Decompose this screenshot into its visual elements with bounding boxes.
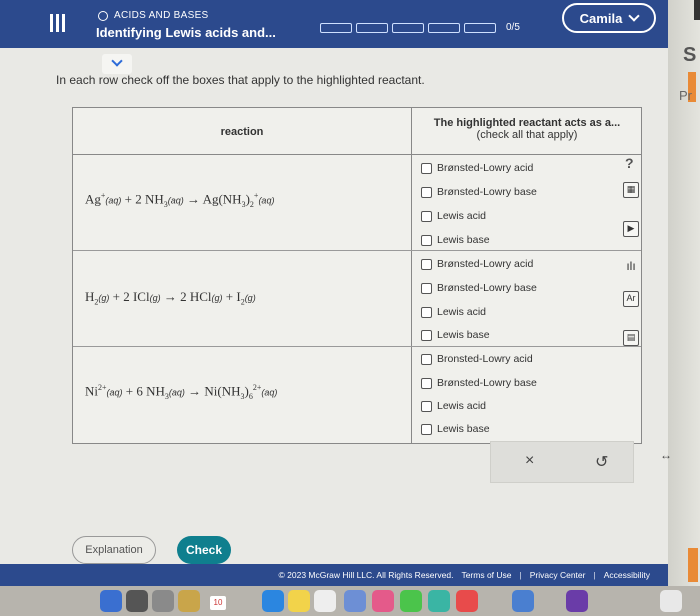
background-text-pr: Pr bbox=[679, 88, 692, 103]
undo-button[interactable]: ↺ bbox=[595, 454, 609, 471]
option-checkbox[interactable] bbox=[421, 306, 486, 318]
breadcrumb bbox=[98, 10, 209, 21]
checkbox[interactable] bbox=[421, 163, 432, 174]
progress-segment bbox=[320, 23, 352, 33]
option-label: Lewis acid bbox=[437, 306, 487, 318]
reaction-equation-2: $H_2(g) + 2$ ICl(g) → 2 $HCl(g) + I_2(g)$ bbox=[85, 289, 256, 307]
chevron-down-icon bbox=[629, 10, 640, 21]
edit-icon[interactable] bbox=[262, 590, 284, 612]
option-checkbox[interactable] bbox=[421, 186, 537, 198]
option-checkbox[interactable] bbox=[421, 282, 537, 294]
launchpad-icon[interactable] bbox=[126, 590, 148, 612]
background-text-s: S bbox=[683, 44, 697, 66]
topic-circle-icon bbox=[98, 11, 108, 21]
user-name: Camila bbox=[579, 10, 623, 26]
copyright-text: © 2023 McGraw Hill LLC. All Rights Reserved. bbox=[278, 570, 454, 580]
menu-icon[interactable] bbox=[50, 14, 66, 32]
option-label: Lewis acid bbox=[437, 210, 487, 222]
option-label: Lewis acid bbox=[437, 400, 487, 412]
checkbox[interactable] bbox=[421, 283, 432, 294]
option-checkbox[interactable] bbox=[421, 234, 490, 246]
photos-icon[interactable] bbox=[372, 590, 394, 612]
row-divider bbox=[73, 346, 641, 347]
window-edge bbox=[694, 0, 700, 20]
footer-separator: | bbox=[593, 570, 596, 580]
accessibility-link[interactable]: Accessibility bbox=[603, 570, 650, 580]
checkbox[interactable] bbox=[421, 187, 432, 198]
option-checkbox[interactable] bbox=[421, 162, 533, 174]
option-checkbox[interactable] bbox=[421, 258, 533, 270]
page-title: Identifying Lewis acids and... bbox=[96, 25, 276, 40]
checkbox[interactable] bbox=[421, 259, 432, 270]
header-divider bbox=[73, 154, 641, 155]
periodic-table-icon[interactable]: ▦ bbox=[623, 182, 639, 198]
finder-icon[interactable] bbox=[100, 590, 122, 612]
collapse-toggle-button[interactable] bbox=[102, 54, 132, 74]
background-window-strip bbox=[665, 0, 700, 616]
question-content bbox=[0, 48, 672, 564]
checkbox[interactable] bbox=[421, 424, 432, 435]
data-chart-icon[interactable]: ılı bbox=[626, 259, 636, 273]
top-header bbox=[0, 0, 668, 48]
option-label: Brønsted-Lowry base bbox=[437, 186, 537, 198]
option-label: Lewis base bbox=[437, 234, 490, 246]
resize-handle-icon[interactable]: ↔ bbox=[660, 448, 672, 462]
clear-answer-button[interactable]: × bbox=[525, 452, 535, 469]
progress-segment bbox=[356, 23, 388, 33]
column-divider bbox=[411, 108, 412, 443]
option-label: Brønsted-Lowry base bbox=[437, 282, 537, 294]
progress-segment bbox=[464, 23, 496, 33]
column-header-acts-as bbox=[411, 117, 643, 141]
progress-segment bbox=[428, 23, 460, 33]
column-header-acts-as-note: (check all that apply) bbox=[476, 129, 578, 141]
system-dock bbox=[0, 586, 700, 616]
option-checkbox[interactable] bbox=[421, 423, 490, 435]
checkbox[interactable] bbox=[421, 307, 432, 318]
notes-icon[interactable] bbox=[288, 590, 310, 612]
app-icon[interactable] bbox=[178, 590, 200, 612]
terms-link[interactable]: Terms of Use bbox=[461, 570, 512, 580]
footer bbox=[0, 564, 668, 586]
option-checkbox[interactable] bbox=[421, 377, 537, 389]
option-label: Bronsted-Lowry acid bbox=[437, 353, 533, 365]
messages-icon[interactable] bbox=[400, 590, 422, 612]
background-accent-lower bbox=[688, 548, 698, 582]
facetime-icon[interactable] bbox=[428, 590, 450, 612]
progress-indicator bbox=[320, 22, 520, 33]
progress-segment bbox=[392, 23, 424, 33]
checkbox[interactable] bbox=[421, 378, 432, 389]
checkbox[interactable] bbox=[421, 354, 432, 365]
reminders-icon[interactable] bbox=[314, 590, 336, 612]
progress-label: 0/5 bbox=[506, 22, 520, 33]
option-label: Brønsted-Lowry acid bbox=[437, 162, 534, 174]
explanation-button[interactable]: Explanation bbox=[72, 536, 156, 564]
option-label: Brønsted-Lowry acid bbox=[437, 258, 534, 270]
music-icon[interactable] bbox=[456, 590, 478, 612]
checkbox[interactable] bbox=[421, 401, 432, 412]
column-header-reaction: reaction bbox=[220, 126, 264, 138]
chevron-down-icon bbox=[111, 55, 122, 66]
option-label: Lewis base bbox=[437, 423, 490, 435]
privacy-link[interactable]: Privacy Center bbox=[529, 570, 586, 580]
answer-actions bbox=[490, 441, 634, 483]
row-divider bbox=[73, 250, 641, 251]
maps-icon[interactable] bbox=[344, 590, 366, 612]
option-checkbox[interactable] bbox=[421, 400, 486, 412]
column-header-acts-as-title: The highlighted reactant acts as a... bbox=[433, 117, 621, 129]
option-label: Brønsted-Lowry base bbox=[437, 377, 537, 389]
user-menu-button[interactable] bbox=[562, 3, 656, 33]
checkbox[interactable] bbox=[421, 211, 432, 222]
option-checkbox[interactable] bbox=[421, 210, 486, 222]
option-checkbox[interactable] bbox=[421, 329, 490, 341]
calculator-icon[interactable]: ▤ bbox=[623, 330, 639, 346]
element-icon[interactable]: Ar bbox=[623, 291, 639, 307]
video-icon[interactable]: ▶ bbox=[623, 221, 639, 237]
option-checkbox[interactable] bbox=[421, 353, 533, 365]
option-label: Lewis base bbox=[437, 329, 490, 341]
settings-icon[interactable] bbox=[566, 590, 588, 612]
reaction-equation-1: Ag+(aq) + 2 $NH_3(aq) \to Ag(NH_3)_2^+(aq)$ bbox=[85, 191, 275, 209]
checkbox[interactable] bbox=[421, 330, 432, 341]
calendar-icon[interactable]: 10 bbox=[210, 596, 226, 610]
breadcrumb-topic: ACIDS AND BASES bbox=[114, 10, 209, 21]
help-icon[interactable]: ? bbox=[625, 155, 634, 171]
chrome-icon[interactable] bbox=[660, 590, 682, 612]
checkbox[interactable] bbox=[421, 235, 432, 246]
reaction-equation-3: $Ni^{2+}(aq) + 6$ $NH_3(aq) \to Ni(NH_3)_6^{2+}(aq)$ bbox=[85, 383, 278, 401]
instructions-text: In each row check off the boxes that apply to the highlighted reactant. bbox=[56, 73, 425, 87]
rocket-icon[interactable] bbox=[152, 590, 174, 612]
check-button[interactable]: Check bbox=[177, 536, 231, 564]
reaction-table bbox=[72, 107, 642, 444]
app-store-icon[interactable] bbox=[512, 590, 534, 612]
footer-separator: | bbox=[519, 570, 522, 580]
